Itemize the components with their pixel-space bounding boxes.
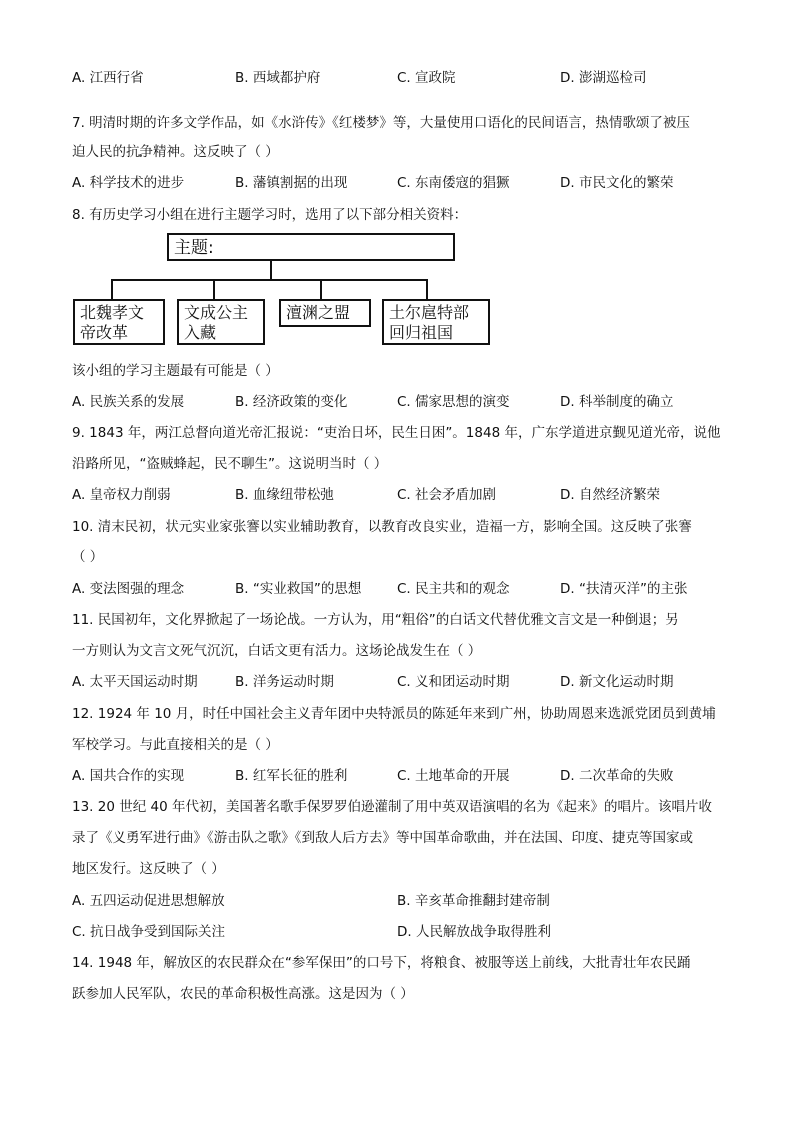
- q7-stem-line1: 7. 明清时期的许多文学作品，如《水浒传》《红楼梦》等，大量使用口语化的民间语言，热情歌颂了被压: [72, 115, 690, 131]
- q7-options: [72, 171, 722, 191]
- q8-stem-line1: 8. 有历史学习小组在进行主题学习时，选用了以下部分相关资料：: [72, 207, 468, 223]
- q10-option-d: D. “扶清灭洋”的主张: [560, 581, 688, 597]
- q14-stem-line1: 14. 1948 年，解放区的农民群众在“参军保田”的口号下，将粮食、被服等送上前线，大批青壮年农民踊: [72, 955, 691, 971]
- q13-option-c: C. 抗日战争受到国际关注: [72, 924, 226, 940]
- q11-option-c: C. 义和团运动时期: [397, 674, 510, 690]
- q6-options: [72, 66, 722, 86]
- q10-options: [72, 577, 722, 597]
- q6-option-b: B. 西域都护府: [235, 70, 321, 86]
- q12-option-b: B. 红军长征的胜利: [235, 768, 348, 784]
- q11-stem-line2: 一方则认为文言文死气沉沉，白话文更有活力。这场论战发生在（ ）: [72, 643, 482, 659]
- diagram-box-xiaowen-reform: 北魏孝文 帝改革: [73, 299, 165, 345]
- diagram-box-chanyuan-treaty: 澶渊之盟: [279, 299, 371, 327]
- q10-option-b: B. “实业救国”的思想: [235, 581, 362, 597]
- q10-stem-line1: 10. 清末民初，状元实业家张謇以实业辅助教育，以教育改良实业，造福一方，影响全国。这反映了张謇: [72, 519, 692, 535]
- q11-option-a: A. 太平天国运动时期: [72, 674, 198, 690]
- q6-option-d: D. 澎湖巡检司: [560, 70, 647, 86]
- q11-option-b: B. 洋务运动时期: [235, 674, 334, 690]
- connector-1: [111, 279, 113, 299]
- q10-option-c: C. 民主共和的观念: [397, 581, 510, 597]
- q7-option-a: A. 科学技术的进步: [72, 175, 185, 191]
- q9-option-b: B. 血缘纽带松弛: [235, 487, 334, 503]
- q6-option-c: C. 宣政院: [397, 70, 456, 86]
- q8-question: 该小组的学习主题最有可能是（ ）: [72, 363, 279, 379]
- q9-stem-line2: 沿路所见，“盗贼蜂起，民不聊生”。这说明当时（ ）: [72, 456, 388, 472]
- q9-options: [72, 483, 722, 503]
- q13-stem-line1: 13. 20 世纪 40 年代初，美国著名歌手保罗罗伯逊灌制了用中英双语演唱的名为《起来》的唱片。该唱片收: [72, 799, 712, 815]
- q9-stem-line1: 9. 1843 年，两江总督向道光帝汇报说：“吏治日坏，民生日困”。1848 年，广东学道进京觐见道光帝，说他: [72, 425, 721, 441]
- q12-stem-line1: 12. 1924 年 10 月，时任中国社会主义青年团中央特派员的陈延年来到广州，协助周恩来选派党团员到黄埔: [72, 706, 716, 722]
- q7-stem-line2: 迫人民的抗争精神。这反映了（ ）: [72, 144, 279, 160]
- q12-option-a: A. 国共合作的实现: [72, 768, 185, 784]
- q11-option-d: D. 新文化运动时期: [560, 674, 674, 690]
- connector-3: [320, 279, 322, 299]
- q12-options: [72, 764, 722, 784]
- q13-option-a: A. 五四运动促进思想解放: [72, 893, 225, 909]
- q9-option-a: A. 皇帝权力削弱: [72, 487, 171, 503]
- q13-options-row1: [72, 889, 722, 909]
- q9-option-c: C. 社会矛盾加剧: [397, 487, 497, 503]
- connector-trunk: [270, 261, 272, 280]
- q8-option-b: B. 经济政策的变化: [235, 394, 348, 410]
- q10-stem-line2: （ ）: [72, 549, 104, 565]
- q13-stem-line3: 地区发行。这反映了（ ）: [72, 861, 225, 877]
- theme-diagram: [73, 233, 493, 348]
- q13-option-b: B. 辛亥革命推翻封建帝制: [397, 893, 550, 909]
- q10-option-a: A. 变法图强的理念: [72, 581, 185, 597]
- diagram-box-wencheng-tibet: 文成公主 入藏: [177, 299, 265, 345]
- q11-options: [72, 670, 722, 690]
- q7-option-b: B. 藩镇割据的出现: [235, 175, 348, 191]
- q7-option-c: C. 东南倭寇的猖獗: [397, 175, 510, 191]
- diagram-title-box: 主题:: [167, 233, 455, 261]
- q11-stem-line1: 11. 民国初年，文化界掀起了一场论战。一方认为，用“粗俗”的白话文代替优雅文言文是一种倒退；另: [72, 612, 679, 628]
- q12-option-c: C. 土地革命的开展: [397, 768, 510, 784]
- connector-4: [426, 279, 428, 299]
- q9-option-d: D. 自然经济繁荣: [560, 487, 660, 503]
- q8-option-d: D. 科举制度的确立: [560, 394, 674, 410]
- diagram-box-torghut-return: 土尔扈特部 回归祖国: [382, 299, 490, 345]
- connector-bar: [111, 279, 428, 281]
- q12-stem-line2: 军校学习。与此直接相关的是（ ）: [72, 737, 279, 753]
- q6-option-a: A. 江西行省: [72, 70, 144, 86]
- q13-option-d: D. 人民解放战争取得胜利: [397, 924, 551, 940]
- q13-options-row2: [72, 920, 722, 940]
- q8-option-a: A. 民族关系的发展: [72, 394, 185, 410]
- q8-option-c: C. 儒家思想的演变: [397, 394, 510, 410]
- q14-stem-line2: 跃参加人民军队，农民的革命积极性高涨。这是因为（ ）: [72, 986, 414, 1002]
- q7-option-d: D. 市民文化的繁荣: [560, 175, 674, 191]
- connector-2: [213, 279, 215, 299]
- q13-stem-line2: 录了《义勇军进行曲》《游击队之歌》《到敌人后方去》等中国革命歌曲，并在法国、印度、捷克等国家或: [72, 830, 693, 846]
- q8-options: [72, 390, 722, 410]
- q12-option-d: D. 二次革命的失败: [560, 768, 674, 784]
